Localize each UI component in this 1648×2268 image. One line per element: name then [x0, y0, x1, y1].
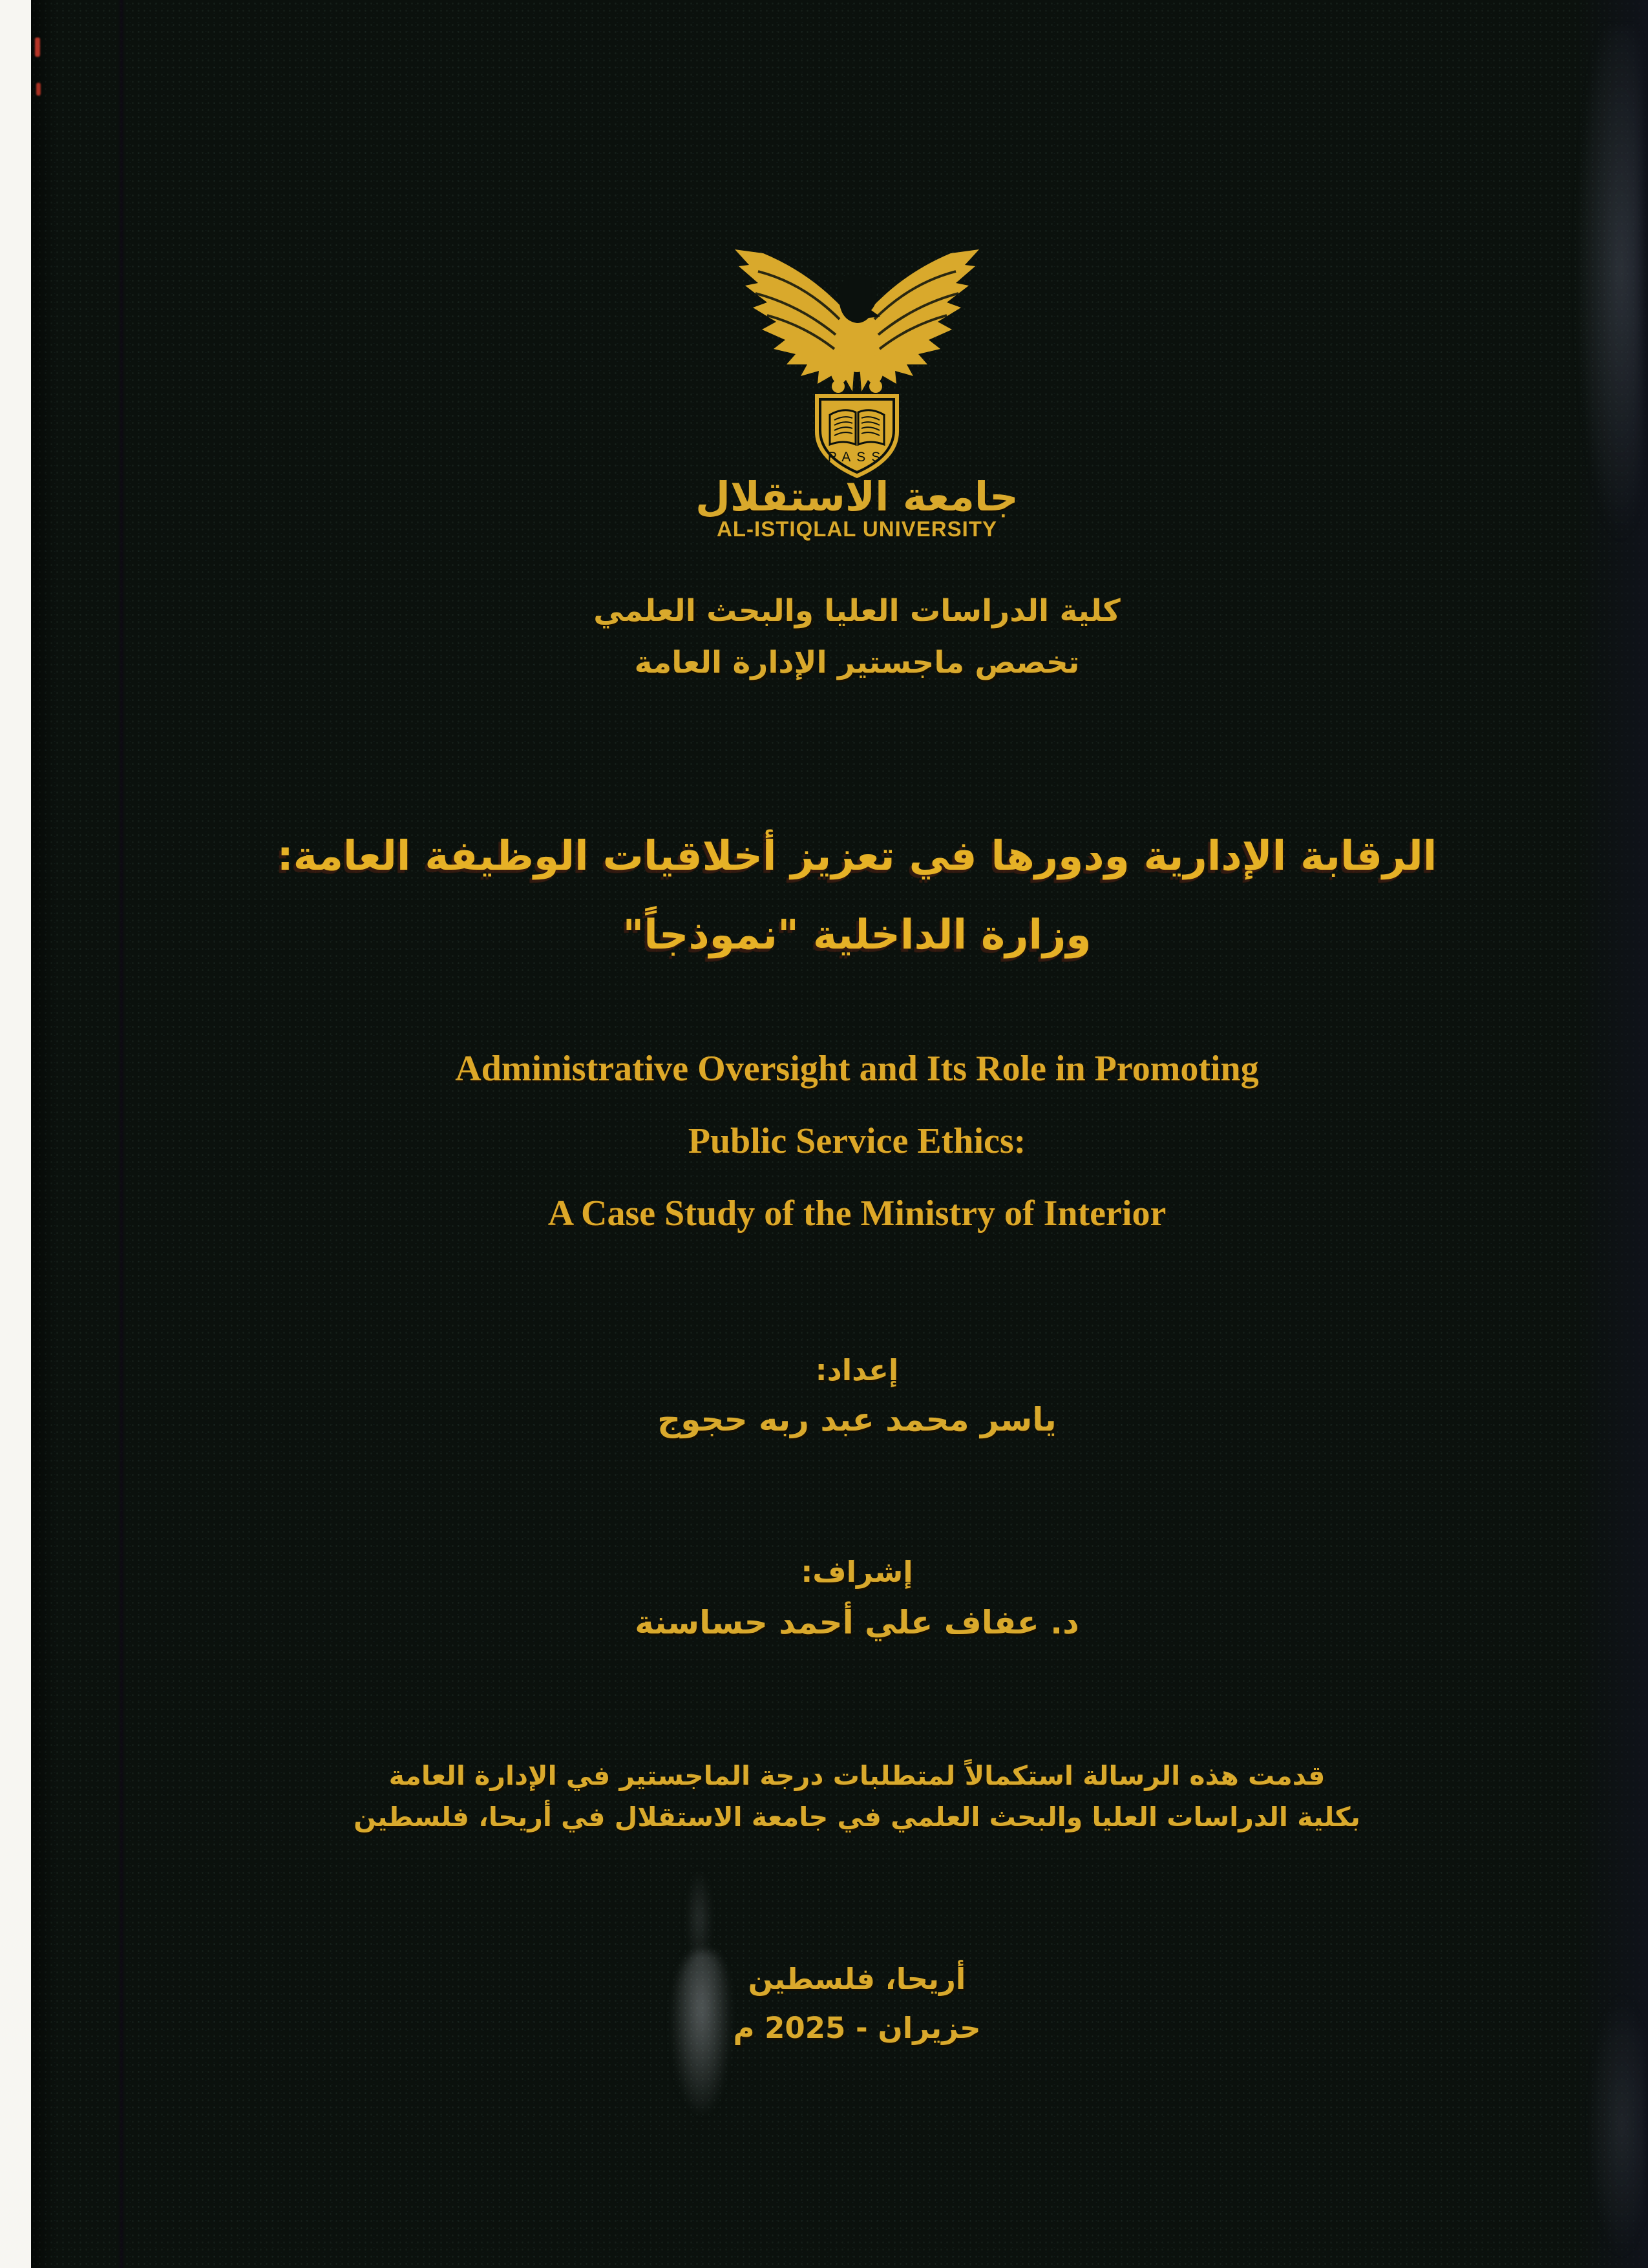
thesis-title-english-line2: Public Service Ethics:	[688, 1121, 1026, 1161]
submission-statement-line2: بكلية الدراسات العليا والبحث العلمي في جامعة الاستقلال في أريحا، فلسطين	[354, 1801, 1360, 1832]
supervisor-label: إشراف:	[801, 1555, 913, 1589]
supervisor-name: د. عفاف علي أحمد حساسنة	[635, 1604, 1079, 1641]
logo-shield-text: PASS	[827, 450, 887, 465]
scan-artifact-red-speck	[36, 83, 41, 96]
thesis-title-english-line1: Administrative Oversight and Its Role in Promoting	[455, 1049, 1259, 1089]
author-name: ياسر محمد عبد ربه حجوج	[657, 1401, 1057, 1438]
scan-artifact-red-speck	[35, 37, 40, 57]
author-label: إعداد:	[815, 1353, 899, 1387]
eagle-shield-emblem-icon	[713, 243, 1001, 483]
university-name-english: AL-ISTIQLAL UNIVERSITY	[717, 517, 997, 541]
thesis-title-arabic-line2: وزارة الداخلية "نموذجاً"	[622, 911, 1092, 958]
university-logo	[713, 243, 1001, 483]
faculty-name: كلية الدراسات العليا والبحث العلمي	[593, 593, 1121, 629]
program-name: تخصص ماجستير الإدارة العامة	[634, 645, 1080, 680]
submission-statement-line1: قدمت هذه الرسالة استكمالاً لمتطلبات درجة الماجستير في الإدارة العامة	[388, 1760, 1326, 1791]
cover-content	[66, 0, 1648, 2268]
footer-date: حزيران - 2025 م	[733, 2011, 981, 2045]
cover-left-edge-shadow	[31, 0, 57, 2268]
footer-location: أريحا، فلسطين	[748, 1962, 966, 1996]
thesis-title-arabic-line1: الرقابة الإدارية ودورها في تعزيز أخلاقيات الوظيفة العامة:	[277, 832, 1437, 879]
university-name-arabic: جامعة الاستقلال	[695, 473, 1019, 520]
thesis-title-english-line3: A Case Study of the Ministry of Interior	[547, 1193, 1167, 1234]
